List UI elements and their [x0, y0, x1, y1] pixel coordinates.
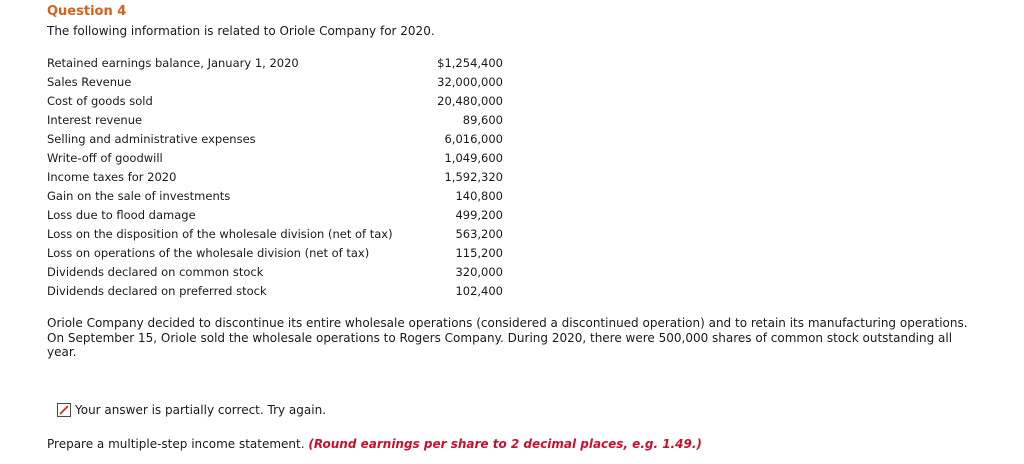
item-label: Loss on operations of the wholesale division (net of tax): [47, 245, 370, 260]
table-row: [47, 262, 503, 281]
item-amount: 140,800: [455, 188, 503, 203]
item-amount: 1,049,600: [444, 150, 503, 165]
item-label: Gain on the sale of investments: [47, 188, 231, 203]
feedback-text: Your answer is partially correct. Try again.: [75, 403, 327, 417]
rounding-note: (Round earnings per share to 2 decimal places, e.g. 1.49.): [308, 437, 702, 451]
item-amount: 1,592,320: [444, 169, 503, 184]
item-amount: 6,016,000: [444, 131, 503, 146]
table-row: [47, 148, 503, 167]
item-label: Write-off of goodwill: [47, 150, 163, 165]
partial-correct-icon: [57, 403, 71, 417]
question-title: Question 4: [47, 4, 127, 19]
scenario-paragraph: Oriole Company decided to discontinue its entire wholesale operations (considered a discontinued operation) and to retain its manufacturing operations. On September 15, Oriole sold the wholesale operations to Rogers Company. During 2020, there were 500,000 shares of common stock outstanding all year.: [47, 316, 968, 359]
table-row: [47, 243, 503, 262]
item-amount: 32,000,000: [437, 74, 503, 89]
item-amount: 563,200: [455, 226, 503, 241]
instruction: [47, 437, 702, 451]
item-label: Loss on the disposition of the wholesale division (net of tax): [47, 226, 393, 241]
table-row: [47, 281, 503, 300]
table-row: [47, 72, 503, 91]
item-label: Sales Revenue: [47, 74, 132, 89]
question-intro: The following information is related to Oriole Company for 2020.: [47, 24, 435, 38]
item-amount: 499,200: [455, 207, 503, 222]
item-label: Retained earnings balance, January 1, 2020: [47, 55, 299, 70]
item-amount: $1,254,400: [437, 55, 503, 70]
table-row: [47, 110, 503, 129]
item-amount: 89,600: [462, 112, 503, 127]
item-amount: 320,000: [455, 264, 503, 279]
table-row: [47, 205, 503, 224]
item-label: Dividends declared on preferred stock: [47, 283, 267, 298]
table-row: [47, 167, 503, 186]
item-label: Dividends declared on common stock: [47, 264, 264, 279]
table-row: [47, 129, 503, 148]
item-amount: 20,480,000: [437, 93, 503, 108]
item-label: Income taxes for 2020: [47, 169, 177, 184]
table-row: [47, 186, 503, 205]
item-label: Selling and administrative expenses: [47, 131, 256, 146]
table-row: [47, 224, 503, 243]
item-label: Interest revenue: [47, 112, 143, 127]
table-row: [47, 53, 503, 72]
answer-feedback: [57, 403, 326, 417]
instruction-text: Prepare a multiple-step income statement.: [47, 437, 305, 451]
item-label: Cost of goods sold: [47, 93, 153, 108]
financial-data-table: [47, 53, 503, 300]
item-amount: 115,200: [455, 245, 503, 260]
item-amount: 102,400: [455, 283, 503, 298]
table-row: [47, 91, 503, 110]
item-label: Loss due to flood damage: [47, 207, 196, 222]
